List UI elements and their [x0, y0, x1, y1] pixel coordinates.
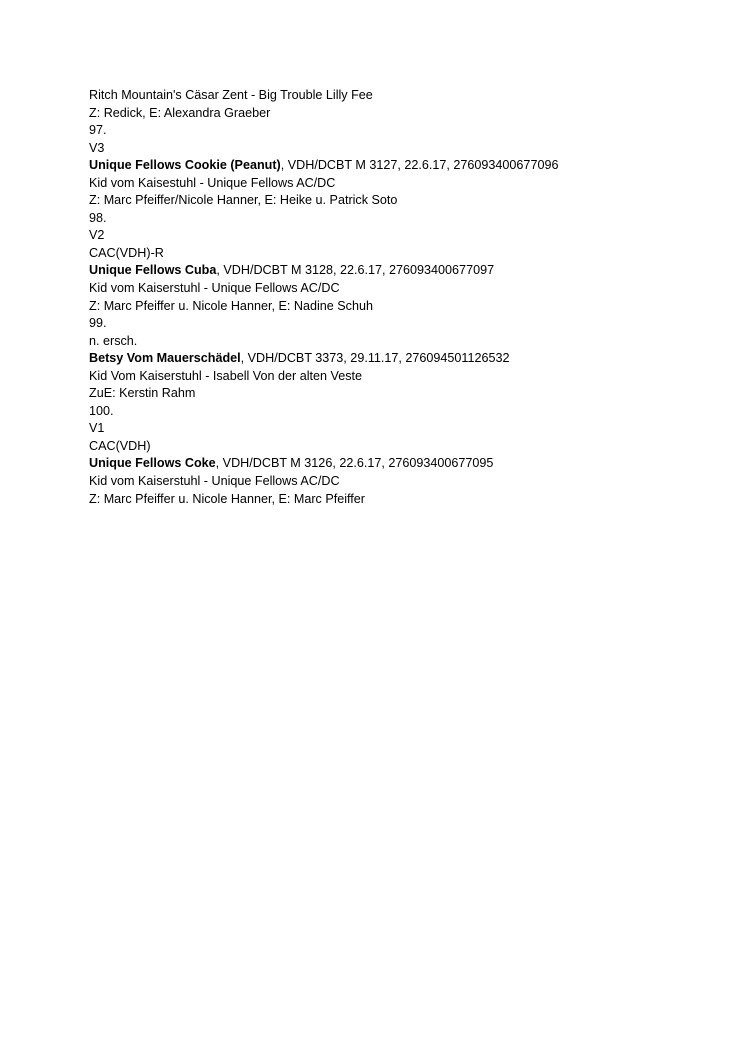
pedigree-line: Ritch Mountain's Cäsar Zent - Big Trouble Lilly Fee — [89, 88, 373, 102]
dog-details: , VDH/DCBT M 3126, 22.6.17, 276093400677095 — [215, 456, 494, 471]
rating: V1 — [89, 421, 105, 436]
catalog-number: 99. — [89, 316, 107, 331]
dog-name: Unique Fellows Cookie (Peanut) — [89, 158, 281, 173]
pedigree-line: Kid vom Kaisestuhl - Unique Fellows AC/DC — [89, 175, 336, 190]
breeder-owner-line: ZuE: Kerstin Rahm — [89, 386, 196, 401]
dog-name: Betsy Vom Mauerschädel — [89, 351, 241, 366]
dog-entry — [89, 262, 689, 280]
document-body — [89, 87, 689, 508]
dog-name: Unique Fellows Coke — [89, 456, 216, 471]
breeder-owner-line: Z: Marc Pfeiffer/Nicole Hanner, E: Heike u. Patrick Soto — [89, 193, 398, 208]
award: CAC(VDH) — [89, 438, 151, 453]
dog-entry — [89, 157, 689, 175]
award: CAC(VDH)-R — [89, 245, 164, 260]
breeder-owner-line: Z: Redick, E: Alexandra Graeber — [89, 105, 271, 120]
dog-name: Unique Fellows Cuba — [89, 263, 217, 278]
catalog-number: 97. — [89, 123, 107, 138]
rating: V3 — [89, 140, 105, 155]
pedigree-line: Kid Vom Kaiserstuhl - Isabell Von der alten Veste — [89, 368, 363, 383]
breeder-owner-line: Z: Marc Pfeiffer u. Nicole Hanner, E: Marc Pfeiffer — [89, 491, 365, 506]
pedigree-line: Kid vom Kaiserstuhl - Unique Fellows AC/DC — [89, 474, 340, 489]
dog-details: , VDH/DCBT M 3127, 22.6.17, 276093400677096 — [280, 158, 559, 173]
dog-entry — [89, 455, 689, 473]
rating: n. ersch. — [89, 333, 138, 348]
breeder-owner-line: Z: Marc Pfeiffer u. Nicole Hanner, E: Nadine Schuh — [89, 298, 373, 313]
rating: V2 — [89, 228, 105, 243]
dog-details: , VDH/DCBT 3373, 29.11.17, 276094501126532 — [240, 351, 510, 366]
catalog-number: 98. — [89, 210, 107, 225]
catalog-number: 100. — [89, 403, 114, 418]
dog-details: , VDH/DCBT M 3128, 22.6.17, 276093400677097 — [216, 263, 495, 278]
pedigree-line: Kid vom Kaiserstuhl - Unique Fellows AC/DC — [89, 281, 340, 296]
dog-entry — [89, 350, 689, 368]
